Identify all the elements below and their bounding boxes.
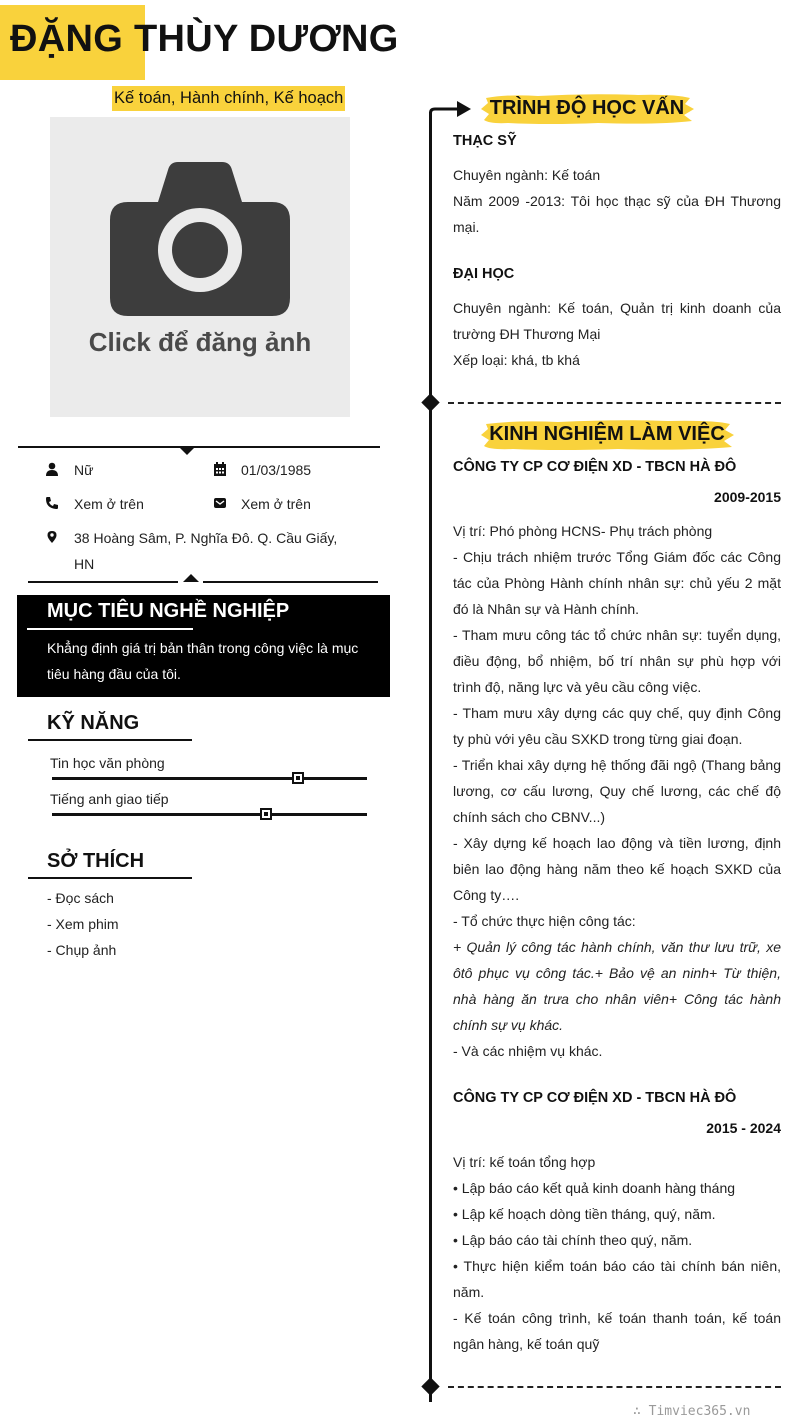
skill-name: Tiếng anh giao tiếp [50,791,169,807]
education-entry [453,261,781,373]
education-line: Xếp loại: khá, tb khá [453,352,580,368]
skill-bar [52,777,367,780]
job-line: - Chịu trách nhiệm trước Tổng Giám đốc các Công tác của Phòng Hành chính nhân sự: chủ yếu 2 mặt đó là Nhân sự và Hành chính. [453,549,781,617]
education-line: Chuyên ngành: Kế toán [453,167,601,183]
job-period: 2015 - 2024 [706,1120,781,1136]
timeline-line [429,112,432,1402]
envelope-icon [213,496,227,510]
job-line: - Tổ chức thực hiện công tác: [453,913,636,929]
timeline-arrow-icon [429,99,473,123]
job-line: Vị trí: Phó phòng HCNS- Phụ trách phòng [453,523,713,539]
timeline-diamond [421,1377,439,1395]
contact-divider-bottom-marker [183,574,199,582]
contact-divider-bottom-right [203,581,378,583]
skill-bar [52,813,367,816]
education-entry [453,128,781,240]
education-line: Chuyên ngành: Kế toán, Quản trị kinh doanh của trường ĐH Thương Mại [453,300,781,342]
job-line: - Và các nhiệm vụ khác. [453,1043,603,1059]
phone-icon [45,496,59,510]
hobby-item: - Đọc sách [47,890,114,906]
job-period: 2009-2015 [714,489,781,505]
contact-divider-marker [179,447,195,455]
education-degree: THẠC SỸ [453,133,517,149]
calendar-icon [213,462,227,476]
job-company: CÔNG TY CP CƠ ĐIỆN XD - TBCN HÀ ĐÔ [453,1090,737,1106]
contact-divider-top [18,446,380,448]
hobbies-underline [28,877,192,879]
timeline-diamond [421,393,439,411]
job-line: • Thực hiện kiểm toán báo cáo tài chính bán niên, năm. [453,1258,781,1300]
education-line: Năm 2009 -2013: Tôi học thạc sỹ của ĐH Thương mại. [453,193,781,235]
job-line: - Kế toán công trình, kế toán thanh toán, kế toán ngân hàng, kế toán quỹ [453,1310,781,1352]
career-objective-text: Khẳng định giá trị bản thân trong công việc là mục tiêu hàng đầu của tôi. [47,640,359,682]
skills-underline [28,739,192,741]
photo-upload[interactable] [50,117,350,417]
education-title: TRÌNH ĐỘ HỌC VẤN [489,97,685,119]
watermark: ∴ Timviec365.vn [633,1404,751,1419]
address-value: 38 Hoàng Sâm, P. Nghĩa Đô. Q. Cầu Giấy, HN [74,530,338,572]
section-dashed-divider [448,402,781,404]
gender-value: Nữ [74,462,94,478]
user-icon [45,462,59,476]
email-value: Xem ở trên [241,496,311,512]
job-line: Vị trí: kế toán tổng hợp [453,1154,596,1170]
education-title-wrap [478,92,696,126]
skills-title: KỸ NĂNG [47,712,140,734]
hobby-item: - Xem phim [47,916,119,932]
job-entry [453,1085,781,1357]
skill-level-knob[interactable] [260,808,272,820]
career-objective-section [17,595,390,697]
job-line-italic: + Quản lý công tác hành chính, văn thư lưu trữ, xe ôtô phục vụ công tác.+ Bảo vệ an ninh+ Từ thiện, nhà hàng ăn trưa cho nhân viên+ Công tác hành chính sự vụ khác. [453,939,781,1033]
hobbies-list [47,885,119,963]
experience-title: KINH NGHIỆM LÀM VIỆC [489,423,725,445]
location-pin-icon [45,530,59,544]
job-title: Kế toán, Hành chính, Kế hoạch [112,86,345,111]
candidate-name: ĐẶNG THÙY DƯƠNG [10,18,399,60]
experience-title-wrap [478,418,736,452]
job-line: - Triển khai xây dựng hệ thống đãi ngộ (Thang bảng lương, cơ cấu lương, Quy chế lương, các chế độ chính sách cho CBNV...) [453,757,781,825]
job-line: • Lập báo cáo kết quả kinh doanh hàng tháng [453,1180,736,1196]
job-line: - Tham mưu xây dựng các quy chế, quy định Công ty phù với yêu cầu SXKD trong từng giai đoạn. [453,705,781,747]
photo-upload-label: Click để đăng ảnh [88,327,312,357]
hobbies-title: SỞ THÍCH [47,850,145,872]
education-degree: ĐẠI HỌC [453,266,515,282]
job-company: CÔNG TY CP CƠ ĐIỆN XD - TBCN HÀ ĐÔ [453,459,737,475]
job-line: • Lập báo cáo tài chính theo quý, năm. [453,1232,693,1248]
phone-value: Xem ở trên [74,496,144,512]
hobby-item: - Chụp ảnh [47,942,117,958]
career-objective-title: MỤC TIÊU NGHỀ NGHIỆP [47,600,290,622]
job-line: - Xây dựng kế hoạch lao động và tiền lương, định biên lao động hàng năm theo kế hoạch SXKD của Công ty…. [453,835,781,903]
career-objective-underline [27,628,193,630]
contact-divider-bottom-left [28,581,178,583]
birthday-value: 01/03/1985 [241,462,312,478]
job-entry [453,454,781,1064]
job-line: - Tham mưu công tác tổ chức nhân sự: tuyển dụng, điều động, bổ nhiệm, bố trí nhân sự phù hợp với trình độ, năng lực và yêu cầu công việc. [453,627,781,695]
skill-level-knob[interactable] [292,772,304,784]
job-line: • Lập kế hoạch dòng tiền tháng, quý, năm. [453,1206,716,1222]
skill-name: Tin học văn phòng [50,755,165,771]
section-dashed-divider [448,1386,781,1388]
camera-icon [110,162,290,322]
